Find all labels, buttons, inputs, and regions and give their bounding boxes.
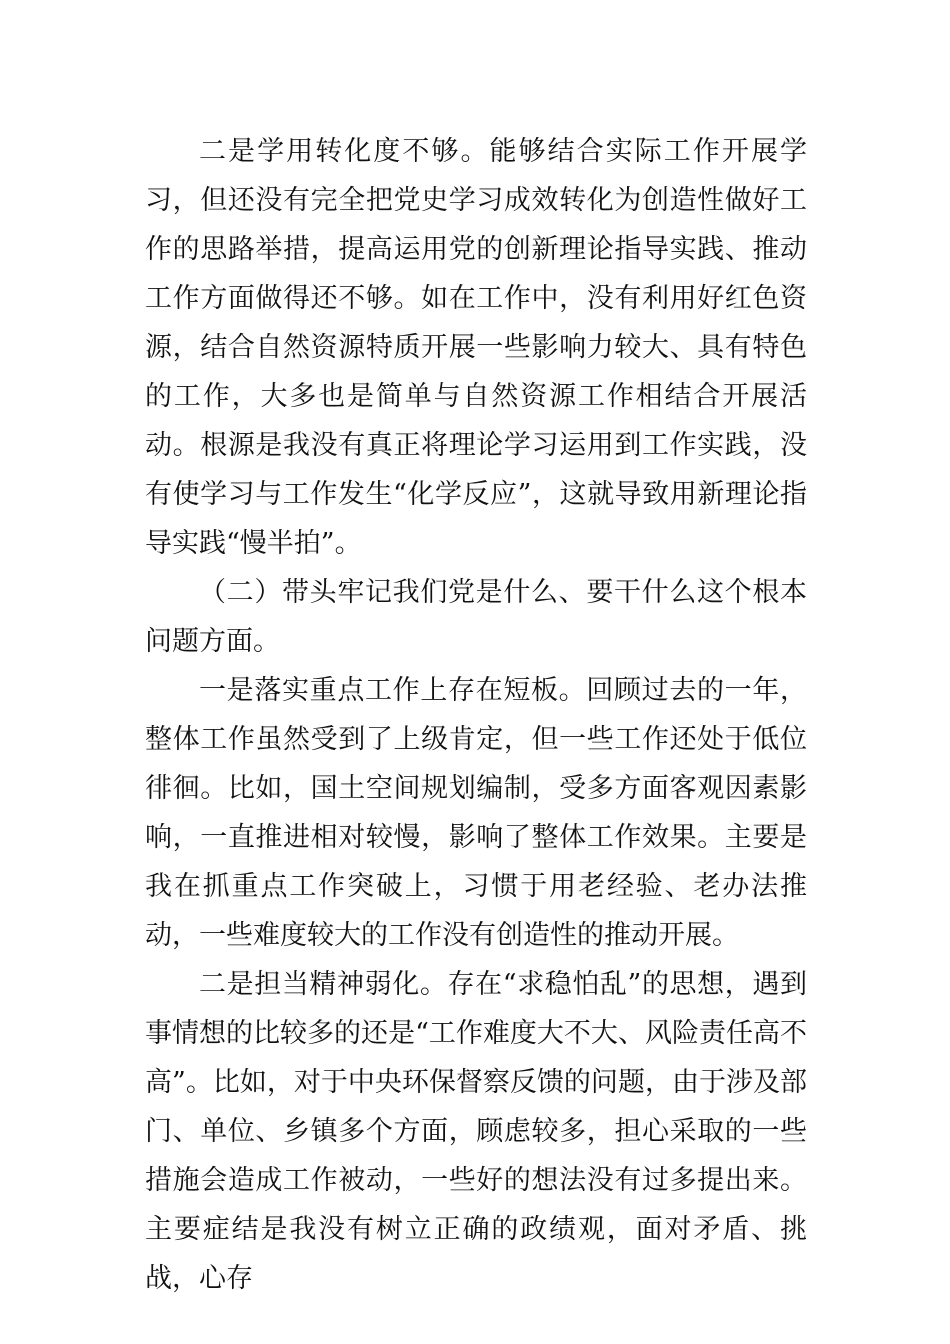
paragraph-responsibility-weakening: 二是担当精神弱化。存在“求稳怕乱”的思想，遇到事情想的比较多的还是“工作难度大不大、风险责任高不高”。比如，对于中央环保督察反馈的问题，由于涉及部门、单位、乡镇多个方面，顾虑较多，担心采取的一些措施会造成工作被动，一些好的想法没有过多提出来。主要症结是我没有树立正确的政绩观，面对矛盾、挑战，心存: [145, 969, 807, 1294]
paragraph-key-work-shortcoming: 一是落实重点工作上存在短板。回顾过去的一年，整体工作虽然受到了上级肯定，但一些工作还处于低位徘徊。比如，国土空间规划编制，受多方面客观因素影响，一直推进相对较慢，影响了整体工作效果。主要是我在抓重点工作突破上，习惯于用老经验、老办法推动，一些难度较大的工作没有创造性的推动开展。: [145, 675, 807, 951]
paragraph-learning-application: 二是学用转化度不够。能够结合实际工作开展学习，但还没有完全把党史学习成效转化为创造性做好工作的思路举措，提高运用党的创新理论指导实践、推动工作方面做得还不够。如在工作中，没有利用好红色资源，结合自然资源特质开展一些影响力较大、具有特色的工作，大多也是简单与自然资源工作相结合开展活动。根源是我没有真正将理论学习运用到工作实践，没有使学习与工作发生“化学反应”，这就导致用新理论指导实践“慢半拍”。: [145, 136, 807, 559]
document-body: [145, 127, 807, 1303]
section-heading-two: （二）带头牢记我们党是什么、要干什么这个根本问题方面。: [145, 577, 807, 657]
